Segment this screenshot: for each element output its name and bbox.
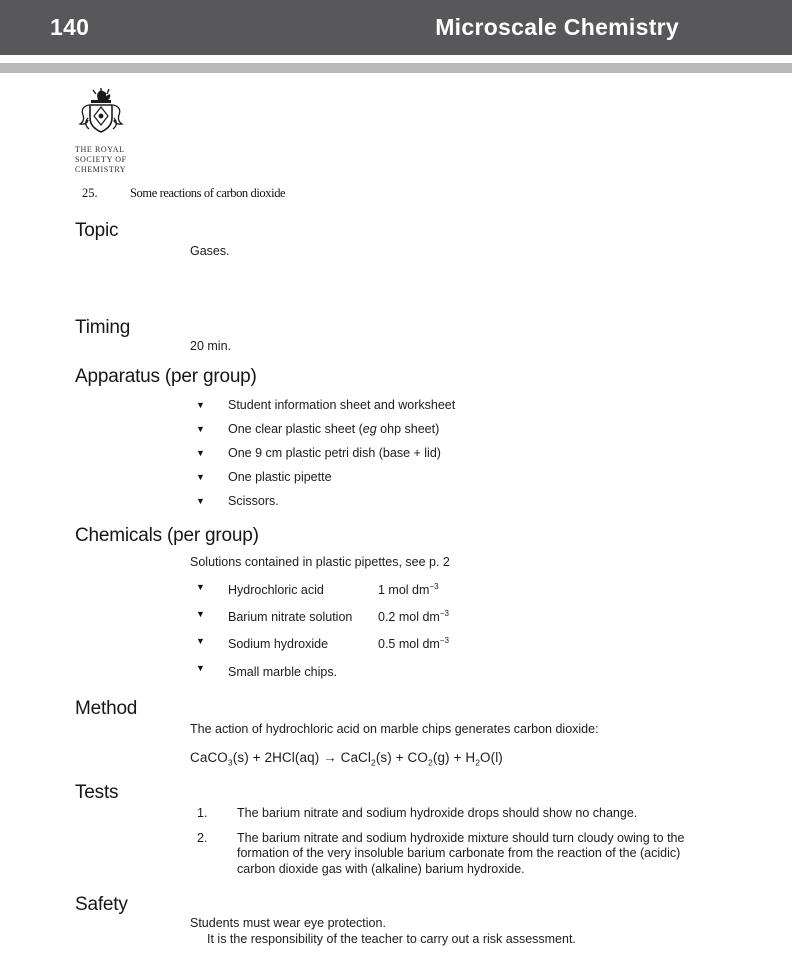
logo-text-line1: THE ROYAL [75,145,125,154]
logo-text-line3: CHEMISTRY [75,165,127,174]
tests-list [190,806,737,877]
item-text-italic: eg [362,421,377,436]
chem-concentration [378,583,439,597]
timing-heading: Timing [75,317,131,338]
bullet-triangle-icon: ▼ [196,495,205,506]
chem-row [190,634,737,651]
apparatus-body [190,398,737,508]
section-safety [75,894,737,947]
logo-text-line2: SOCIETY OF [75,155,127,164]
conc-exponent: −3 [439,609,449,619]
chemicals-intro: Solutions contained in plastic pipettes, see p. 2 [190,554,450,569]
bullet-triangle-icon: ▼ [196,609,205,620]
section-chemicals [75,525,737,679]
rsc-logo [75,87,135,175]
section-tests [75,782,737,877]
item-text [228,470,332,484]
title-number: 25. [82,186,98,200]
safety-heading: Safety [75,894,128,916]
item-text [228,422,439,436]
conc-base: 1 mol dm [378,583,430,598]
eq-part: (s) + CO [375,750,429,766]
title-text: Some reactions of carbon dioxide [130,186,286,200]
rsc-crest-icon [75,87,127,142]
test-item [190,831,737,878]
eq-part: (s) + 2HCl(aq) → CaCl [232,750,371,766]
list-item [190,494,737,508]
chem-row [190,580,737,597]
chemicals-heading: Chemicals (per group) [75,524,259,546]
timing-body: 20 min. [190,339,231,353]
chem-name: Small marble chips. [228,664,338,679]
book-title: Microscale Chemistry [435,14,679,40]
tests-heading: Tests [75,782,119,804]
chem-entry [228,580,439,597]
bullet-triangle-icon: ▼ [196,423,205,434]
bullet-triangle-icon: ▼ [196,399,205,410]
item-text-part: Student information sheet and worksheet [228,397,456,412]
test-number: 1. [197,806,208,821]
chem-entry [228,607,449,624]
list-item [190,470,737,484]
apparatus-heading: Apparatus (per group) [75,365,257,387]
chemicals-body [190,555,737,679]
eq-part: (g) + H [432,750,476,766]
chem-name: Sodium hydroxide [228,637,329,652]
item-text-part: Scissors. [228,493,279,508]
section-topic [75,220,737,260]
item-text [228,446,441,460]
page-number: 140 [50,14,90,40]
safety-line1: Students must wear eye protection. [190,916,386,931]
bullet-triangle-icon: ▼ [196,471,205,482]
conc-base: 0.5 mol dm [378,637,440,652]
safety-line2: It is the responsibility of the teacher to carry out a risk assessment. [207,931,576,946]
eq-subscript: 2 [371,757,376,768]
list-item [190,446,737,460]
section-method [75,698,737,772]
test-number: 2. [197,830,208,845]
list-item [190,422,737,436]
item-text [228,398,455,412]
chem-name: Barium nitrate solution [228,610,353,625]
item-text-part: One plastic pipette [228,469,332,484]
item-text-part: ohp sheet) [376,421,440,436]
page-content [0,87,792,947]
section-timing [75,317,737,355]
chem-row [190,661,737,678]
chem-row [190,607,737,624]
test-text: The barium nitrate and sodium hydroxide drops should show no change. [237,806,638,821]
divider-stripe [0,63,792,73]
chem-name: Hydrochloric acid [228,583,324,598]
eq-part: O(l) [480,750,503,766]
eq-subscript: 2 [428,757,433,768]
bullet-triangle-icon: ▼ [196,636,205,647]
topic-body: Gases. [190,243,230,258]
item-text-part: One clear plastic sheet ( [228,421,363,436]
test-text: The barium nitrate and sodium hydroxide mixture should turn cloudy owing to the formation of the very insoluble barium carbonate from the reaction of the (acidic) carbon dioxide gas with (alkaline) barium hydroxide. [237,830,685,876]
item-text [228,494,279,508]
bullet-triangle-icon: ▼ [196,663,205,674]
method-intro: The action of hydrochloric acid on marble chips generates carbon dioxide: [190,721,599,736]
bullet-triangle-icon: ▼ [196,582,205,592]
conc-base: 0.2 mol dm [378,610,440,625]
conc-exponent: −3 [429,582,439,591]
topic-heading: Topic [75,219,119,241]
chemicals-list [190,580,737,679]
chemical-equation [190,750,737,771]
apparatus-list [190,398,737,508]
chem-concentration [378,637,449,651]
method-heading: Method [75,697,138,719]
conc-exponent: −3 [439,636,449,646]
experiment-title [75,186,737,202]
section-apparatus [75,366,737,508]
eq-subscript: 2 [475,757,481,768]
safety-body [190,916,737,947]
chem-entry [228,661,378,678]
eq-subscript: 3 [227,757,233,768]
bullet-triangle-icon: ▼ [196,447,205,458]
logo-text [75,145,135,175]
eq-part: CaCO [190,750,228,766]
item-text-part: One 9 cm plastic petri dish (base + lid) [228,445,441,460]
chem-entry [228,634,449,651]
chem-concentration [378,610,449,624]
test-item [190,806,737,822]
page-header [0,0,792,55]
list-item [190,398,737,412]
